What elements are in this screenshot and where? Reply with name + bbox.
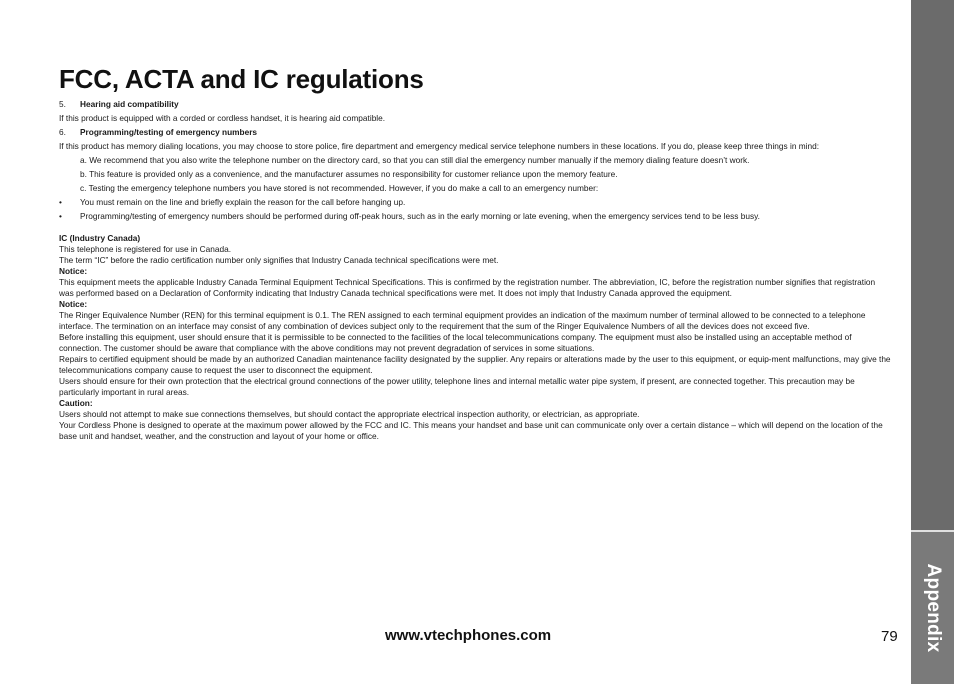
page-content <box>59 64 892 442</box>
notice-1-body: This equipment meets the applicable Industry Canada Terminal Equipment Technical Specifications. This is confirmed by the registration number. The abbreviation, IC, before the registration number signifies that registration was performed based on a Declaration of Conformity indicating that Industry Canada technical specifications were met. It does not imply that Industry Canada approved the equipment. <box>59 277 876 298</box>
ic-heading: IC (Industry Canada) <box>59 233 141 243</box>
notice-1-label: Notice: <box>59 266 88 276</box>
caution-paragraph-2: Your Cordless Phone is designed to operate at the maximum power allowed by the FCC and IC. This means your handset and base unit can communicate only over a certain distance – which will depend on the location of the base unit and handset, weather, and the construction and layout of your home or office. <box>59 420 883 441</box>
notice-2-paragraph-3: Repairs to certified equipment should be made by an authorized Canadian maintenance facility designated by the supplier. Any repairs or alterations made by the user to this equipment, or equip-ment malfunctions, may give the telecommunications company cause to request the user to disconnect the equipment. <box>59 354 891 375</box>
bullet-item <box>59 211 892 222</box>
footer-url[interactable]: www.vtechphones.com <box>385 627 552 644</box>
item-6-body: If this product has memory dialing locations, you may choose to store police, fire department and emergency medical service telephone numbers in these locations. If you do, please keep three things in mind: <box>59 141 820 151</box>
ic-line-2: The term “IC” before the radio certification number only signifies that Industry Canada technical specifications were met. <box>59 255 499 265</box>
item-5-title: Hearing aid compatibility <box>80 99 179 109</box>
appendix-tab-label: Appendix <box>922 563 944 653</box>
item-6-heading <box>59 127 892 138</box>
notice-2-paragraph-1: The Ringer Equivalence Number (REN) for this terminal equipment is 0.1. The REN assigned to each terminal equipment provides an indication of the maximum number of terminal allowed to be connected to a telephone interface. The termination on an interface may consist of any combination of devices subject only to the requirement that the sum of the Ringer Equivalence Numbers of all the devices does not exceed five. <box>59 310 866 331</box>
ic-line-1: This telephone is registered for use in Canada. <box>59 244 232 254</box>
caution-label: Caution: <box>59 398 93 408</box>
bullet-mark: • <box>59 197 62 207</box>
item-6-sub-b: b. This feature is provided only as a convenience, and the manufacturer assumes no responsibility for customer reliance upon the memory feature. <box>80 169 618 179</box>
item-6-sub-a: a. We recommend that you also write the telephone number on the directory card, so that you can still dial the emergency number manually if the memory dialing feature doesn’t work. <box>80 155 750 165</box>
bullet-text: Programming/testing of emergency numbers should be performed during off-peak hours, such as in the early morning or late evening, when the emergency services tend to be less busy. <box>80 211 760 221</box>
bullet-text: You must remain on the line and briefly explain the reason for the call before hanging up. <box>80 197 406 207</box>
page-title: FCC, ACTA and IC regulations <box>59 64 424 94</box>
item-6-title: Programming/testing of emergency numbers <box>80 127 258 137</box>
appendix-tab[interactable] <box>911 530 954 684</box>
item-5-heading <box>59 99 892 110</box>
notice-2-paragraph-2: Before installing this equipment, user should ensure that it is permissible to be connected to the facilities of the local telecommunications company. The equipment must also be installed using an acceptable method of connection. The customer should be aware that compliance with the above conditions may not prevent degradation of services in some situations. <box>59 332 852 353</box>
ic-section <box>59 233 892 442</box>
notice-2-label: Notice: <box>59 299 88 309</box>
notice-2-paragraph-4: Users should ensure for their own protection that the electrical ground connections of the power utility, telephone lines and internal metallic water pipe system, if present, are connected together. This precaution may be particularly important in rural areas. <box>59 376 855 397</box>
bullet-mark: • <box>59 211 62 221</box>
item-6-number: 6. <box>59 127 66 137</box>
bullet-item <box>59 197 892 208</box>
page-number: 79 <box>881 628 898 645</box>
item-5-number: 5. <box>59 99 66 109</box>
item-5-body: If this product is equipped with a corded or cordless handset, it is hearing aid compatible. <box>59 113 386 123</box>
caution-paragraph-1: Users should not attempt to make sue connections themselves, but should contact the appropriate electrical inspection authority, or electrician, as appropriate. <box>59 409 640 419</box>
item-6-sub-c: c. Testing the emergency telephone numbers you have stored is not recommended. However, if you do make a call to an emergency number: <box>80 183 599 193</box>
